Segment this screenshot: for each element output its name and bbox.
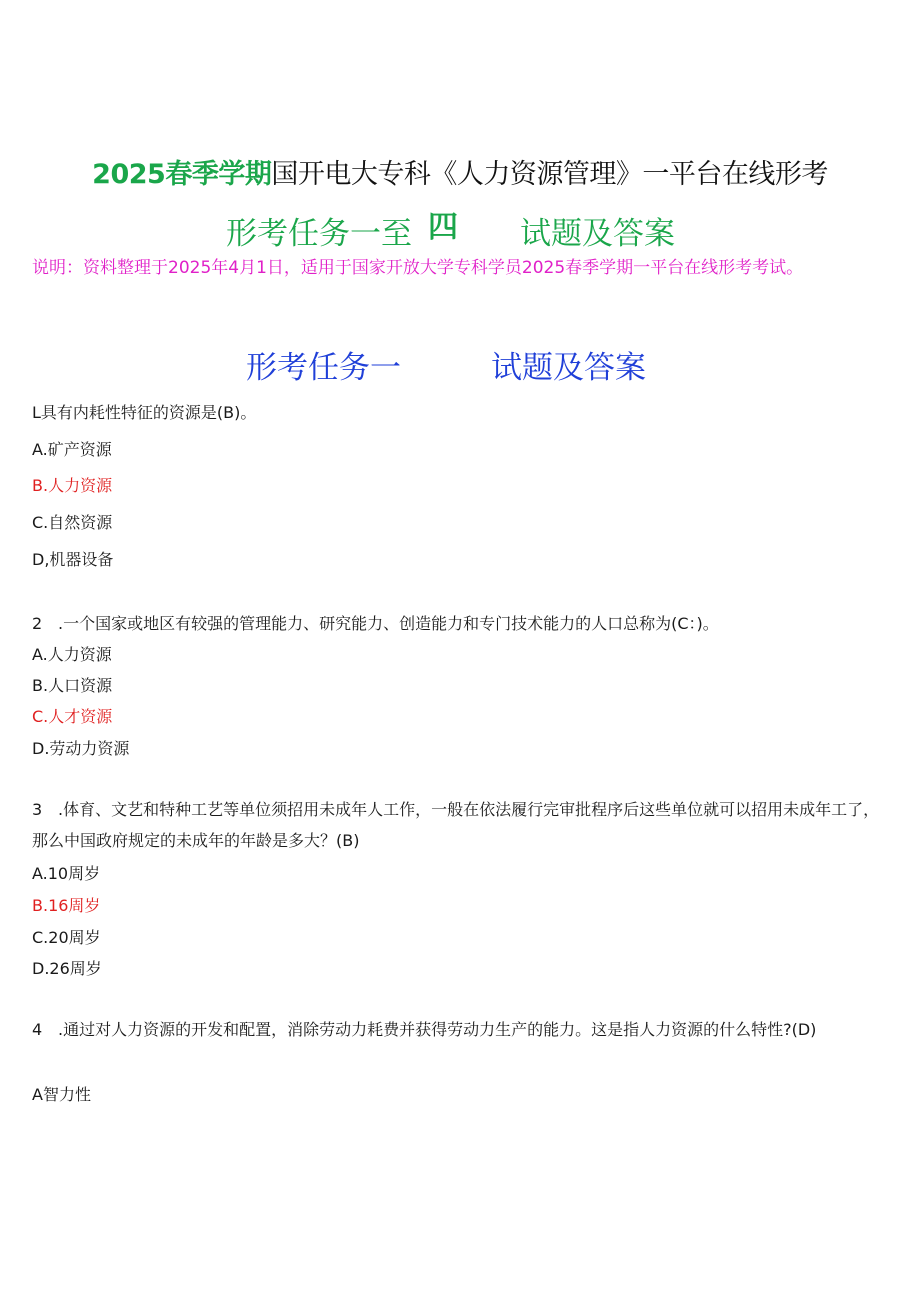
q3-option-b-answer: B.16周岁 bbox=[32, 896, 101, 915]
q1-option-a: A.矿产资源 bbox=[32, 440, 112, 459]
question-2-number: 2 bbox=[32, 614, 43, 633]
section-heading-left: 形考任务一 bbox=[246, 350, 401, 386]
subtitle-right: 试题及答案 bbox=[520, 216, 675, 252]
question-3-number: 3 bbox=[32, 800, 43, 819]
document-title bbox=[0, 152, 920, 191]
question-4-number: 4 bbox=[32, 1020, 43, 1039]
q3-option-d: D.26周岁 bbox=[32, 959, 102, 978]
subtitle-box-char: 四 bbox=[428, 210, 458, 245]
subtitle-left: 形考任务一至 bbox=[226, 216, 412, 252]
question-2-text: .一个国家或地区有较强的管理能力、研究能力、创造能力和专门技术能力的人口总称为(C：)。 bbox=[58, 614, 719, 633]
question-4-text: .通过对人力资源的开发和配置，消除劳动力耗费并获得劳动力生产的能力。这是指人力资源的什么特性?(D) bbox=[58, 1020, 817, 1039]
q1-option-c: C.自然资源 bbox=[32, 513, 113, 532]
q4-option-a: A智力性 bbox=[32, 1085, 91, 1104]
q1-option-b-answer: B.人力资源 bbox=[32, 476, 113, 495]
question-3-text: .体育、文艺和特种工艺等单位须招用未成年人工作，一般在依法履行完审批程序后这些单位就可以招用未成年工了，那么中国政府规定的未成年的年龄是多大？(B) bbox=[32, 800, 880, 850]
question-4 bbox=[32, 1014, 892, 1045]
document-subtitle bbox=[0, 202, 920, 252]
q3-option-a: A.10周岁 bbox=[32, 864, 101, 883]
title-term: 2025春季学期 bbox=[92, 159, 272, 190]
q2-option-b: B.人口资源 bbox=[32, 676, 113, 695]
title-course: 国开电大专科《人力资源管理》一平台在线形考 bbox=[271, 159, 828, 190]
q2-option-c-answer: C.人才资源 bbox=[32, 707, 113, 726]
note-text: 说明：资料整理于2025年4月1日，适用于国家开放大学专科学员2025春季学期一平台在线形考考试。 bbox=[32, 258, 804, 278]
q3-option-c: C.20周岁 bbox=[32, 928, 101, 947]
question-2 bbox=[32, 611, 719, 634]
q2-option-d: D.劳动力资源 bbox=[32, 739, 130, 758]
section-heading-right: 试题及答案 bbox=[491, 350, 646, 386]
question-3 bbox=[32, 794, 892, 856]
q1-option-d: D,机器设备 bbox=[32, 550, 114, 569]
section-heading bbox=[0, 342, 920, 386]
question-1: L具有内耗性特征的资源是(B)。 bbox=[32, 403, 257, 422]
q2-option-a: A.人力资源 bbox=[32, 645, 112, 664]
